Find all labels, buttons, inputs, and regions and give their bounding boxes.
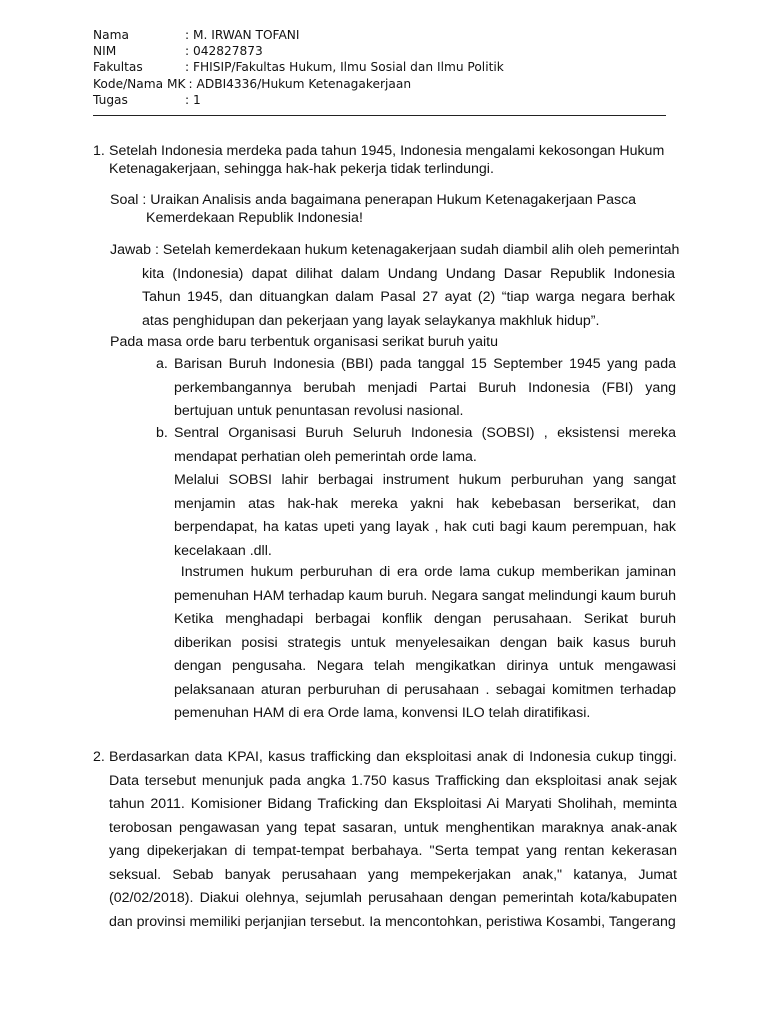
nama-label: Nama [93, 28, 129, 42]
fakultas-label: Fakultas [93, 60, 143, 75]
student-header [93, 27, 668, 108]
jawab-line-1: Jawab : Setelah kemerdekaan hukum ketenagakerjaan sudah diambil alih oleh pemerintah [110, 242, 680, 258]
sobsi-paragraph: Melalui SOBSI lahir berbagai instrument hukum perburuhan yang sangat menjamin atas hak-hak mereka yakni hak kebebasan berserikat, dan berpendapat, ha katas upeti yang layak , hak cuti bagi kaum perempuan, hak kecelakaan .dll. [174, 472, 676, 559]
question-2 [93, 746, 677, 934]
soal-line-1: Soal : Uraikan Analisis anda bagaimana penerapan Hukum Ketenagakerjaan Pasca [110, 192, 637, 208]
nim-value: : 042827873 [185, 44, 263, 59]
mk-value: : ADBI4336/Hukum Ketenagakerjaan [188, 76, 412, 91]
item-b-text: Sentral Organisasi Buruh Seluruh Indonesia (SOBSI) , eksistensi mereka mendapat perhatian oleh pemerintah orde lama. [174, 425, 676, 465]
list-item-b [156, 422, 676, 469]
header-row-tugas [93, 92, 668, 108]
question-2-text: Berdasarkan data KPAI, kasus trafficking dan eksploitasi anak di Indonesia cukup tinggi. Data tersebut menunjuk pada angka 1.750 kasus Trafficking dan eksploitasi anak sejak tahun 2011. Komisioner Bidang Traficking dan Eksploitasi Ai Maryati Sholihah, meminta terobosan pengawasan yang tepat sasaran, untuk menghentikan maraknya anak-anak yang dipekerjakan di tempat-tempat berbahaya. "Serta tempat yang rentan kekerasan seksual. Sebab banyak perusahaan yang mempekerjakan anak," katanya, Jumat (02/02/2018). Diakui olehnya, sejumlah perusahaan dengan pemerintah kota/kabupaten dan provinsi memiliki perjanjian tersebut. Ia mencontohkan, peristiwa Kosambi, Tangerang [109, 749, 677, 930]
item-a-label: a. [156, 356, 168, 372]
nama-value: : M. IRWAN TOFANI [185, 28, 300, 42]
orde-baru-text: Pada masa orde baru terbentuk organisasi serikat buruh yaitu [110, 334, 499, 350]
list-item-a [156, 353, 676, 424]
soal-block [110, 191, 670, 227]
header-row-nim [93, 43, 668, 59]
header-row-mk [93, 76, 668, 92]
question-2-number: 2. [93, 749, 105, 765]
header-divider [93, 115, 666, 116]
question-1-number: 1. [93, 143, 105, 159]
question-1-text: Setelah Indonesia merdeka pada tahun 1945, Indonesia mengalami kekosongan Hukum Ketenagakerjaan, sehingga hak-hak pekerja tidak terlindungi. [109, 143, 665, 177]
header-row-nama [93, 27, 668, 43]
tugas-label: Tugas [93, 92, 128, 107]
item-b-label: b. [156, 425, 168, 441]
tugas-value: : 1 [185, 92, 201, 107]
soal-line-2: Kemerdekaan Republik Indonesia! [146, 210, 363, 226]
instrumen-paragraph: Instrumen hukum perburuhan di era orde lama cukup memberikan jaminan pemenuhan HAM terhadap kaum buruh. Negara sangat melindungi kaum buruh Ketika menghadapi berbagai konflik dengan perusahaan. Serikat buruh diberikan posisi strategis untuk menyelesaikan dengan baik kasus buruh dengan pengusaha. Negara telah mengikatkan dirinya untuk mengawasi pelaksanaan aturan perburuhan di perusahaan . sebagai komitmen terhadap pemenuhan HAM di era Orde lama, konvensi ILO telah diratifikasi. [174, 564, 680, 721]
fakultas-value: : FHISIP/Fakultas Hukum, Ilmu Sosial dan Ilmu Politik [185, 60, 504, 75]
jawab-block [110, 239, 680, 333]
mk-label: Kode/Nama MK [93, 76, 186, 91]
nim-label: NIM [93, 44, 117, 59]
jawab-rest: kita (Indonesia) dapat dilihat dalam Undang Undang Dasar Republik Indonesia Tahun 1945, dan dituangkan dalam Pasal 27 ayat (2) “tiap warga negara berhak atas penghidupan dan pekerjaan yang layak selaykanya makhluk hidup”. [142, 265, 675, 329]
header-row-fakultas [93, 59, 668, 75]
question-1 [93, 142, 673, 178]
item-a-text: Barisan Buruh Indonesia (BBI) pada tanggal 15 September 1945 yang pada perkembangannya berubah menjadi Partai Buruh Indonesia (FBI) yang bertujuan untuk penuntasan revolusi nasional. [174, 356, 676, 419]
